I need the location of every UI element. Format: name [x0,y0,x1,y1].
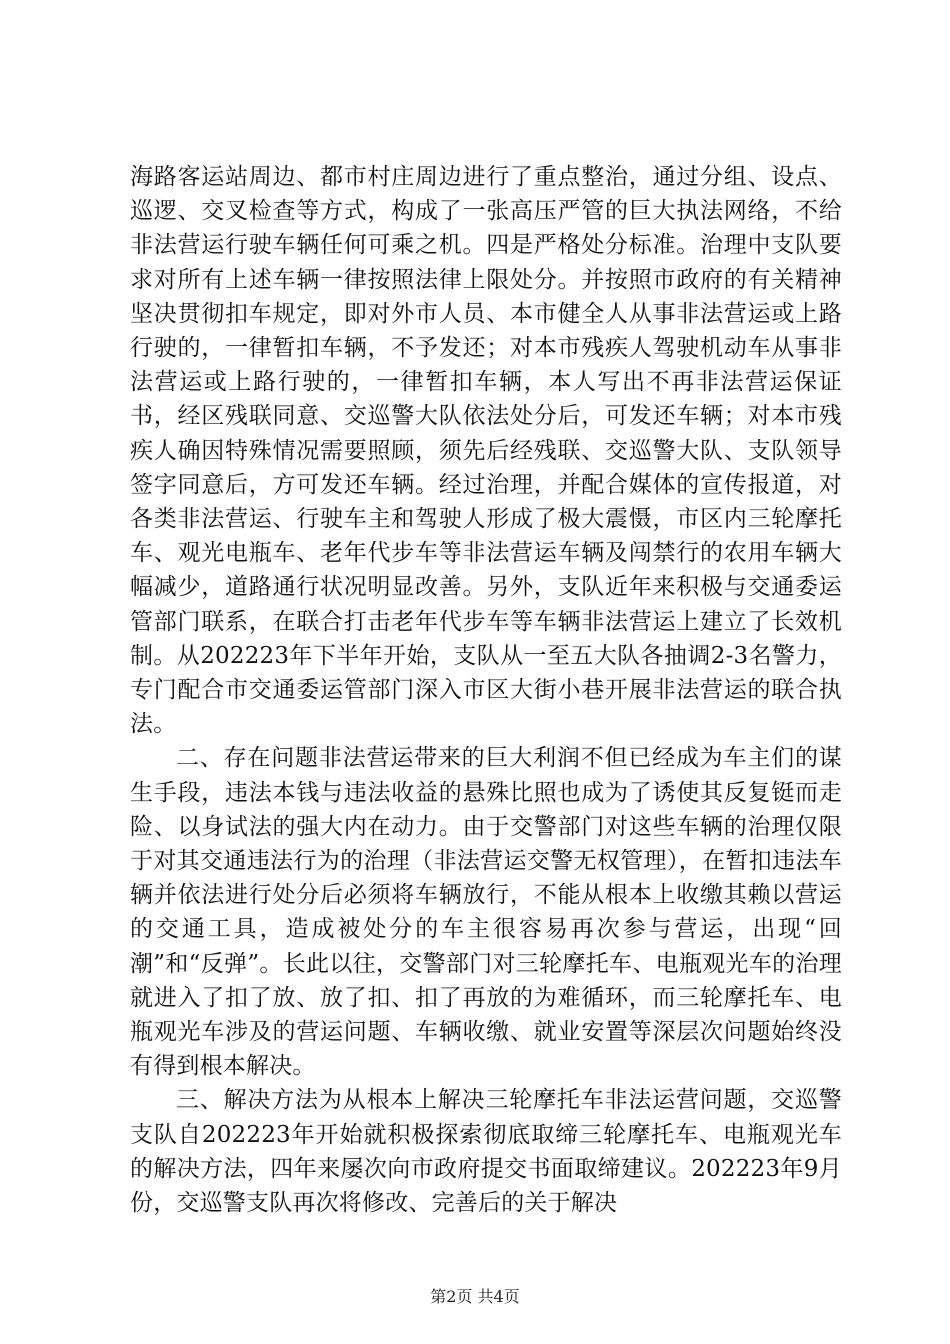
paragraph-section-two-problems: 二、存在问题非法营运带来的巨大利润不但已经成为车主们的谋生手段，违法本钱与违法收益的悬殊比照也成为了诱使其反复铤而走险、以身试法的强大内在动力。由于交警部门对这些车辆的治理仅限于对其交通违法行为的治理（非法营运交警无权管理），在暂扣违法车辆并依法进行处分后必须将车辆放行，不能从根本上收缴其赖以营运的交通工具，造成被处分的车主很容易再次参与营运，出现“回潮”和“反弹”。长此以往，交警部门对三轮摩托车、电瓶观光车的治理就进入了扣了放、放了扣、扣了再放的为难循环，而三轮摩托车、电瓶观光车涉及的营运问题、车辆收缴、就业安置等深层次问题始终没有得到根本解决。 [130,745,842,1080]
paragraph-section-three-solutions: 三、解决方法为从根本上解决三轮摩托车非法运营问题，交巡警支队自202223年开始就积极探索彻底取缔三轮摩托车、电瓶观光车的解决方法，四年来屡次向市政府提交书面取缔建议。202223年9月份，交巡警支队再次将修改、完善后的关于解决 [130,1087,842,1217]
page-footer: 第2页 共4页 [430,1287,520,1306]
paragraph-continuation: 海路客运站周边、都市村庄周边进行了重点整治，通过分组、设点、巡逻、交叉检查等方式，构成了一张高压严管的巨大执法网络，不给非法营运行驶车辆任何可乘之机。四是严格处分标准。治理中支队要求对所有上述车辆一律按照法律上限处分。并按照市政府的有关精神坚决贯彻扣车规定，即对外市人员、本市健全人从事非法营运或上路行驶的，一律暂扣车辆，不予发还；对本市残疾人驾驶机动车从事非法营运或上路行驶的，一律暂扣车辆，本人写出不再非法营运保证书，经区残联同意、交巡警大队依法处分后，可发还车辆；对本市残疾人确因特殊情况需要照顾，须先后经残联、交巡警大队、支队领导签字同意后，方可发还车辆。经过治理，并配合媒体的宣传报道，对各类非法营运、行驶车主和驾驶人形成了极大震慑，市区内三轮摩托车、观光电瓶车、老年代步车等非法营运车辆及闯禁行的农用车辆大幅减少，道路通行状况明显改善。另外，支队近年来积极与交通委运管部门联系，在联合打击老年代步车等车辆非法营运上建立了长效机制。从202223年下半年开始，支队从一至五大队各抽调2-3名警力，专门配合市交通委运管部门深入市区大街小巷开展非法营运的联合执法。 [130,164,842,738]
document-body [130,160,842,1220]
